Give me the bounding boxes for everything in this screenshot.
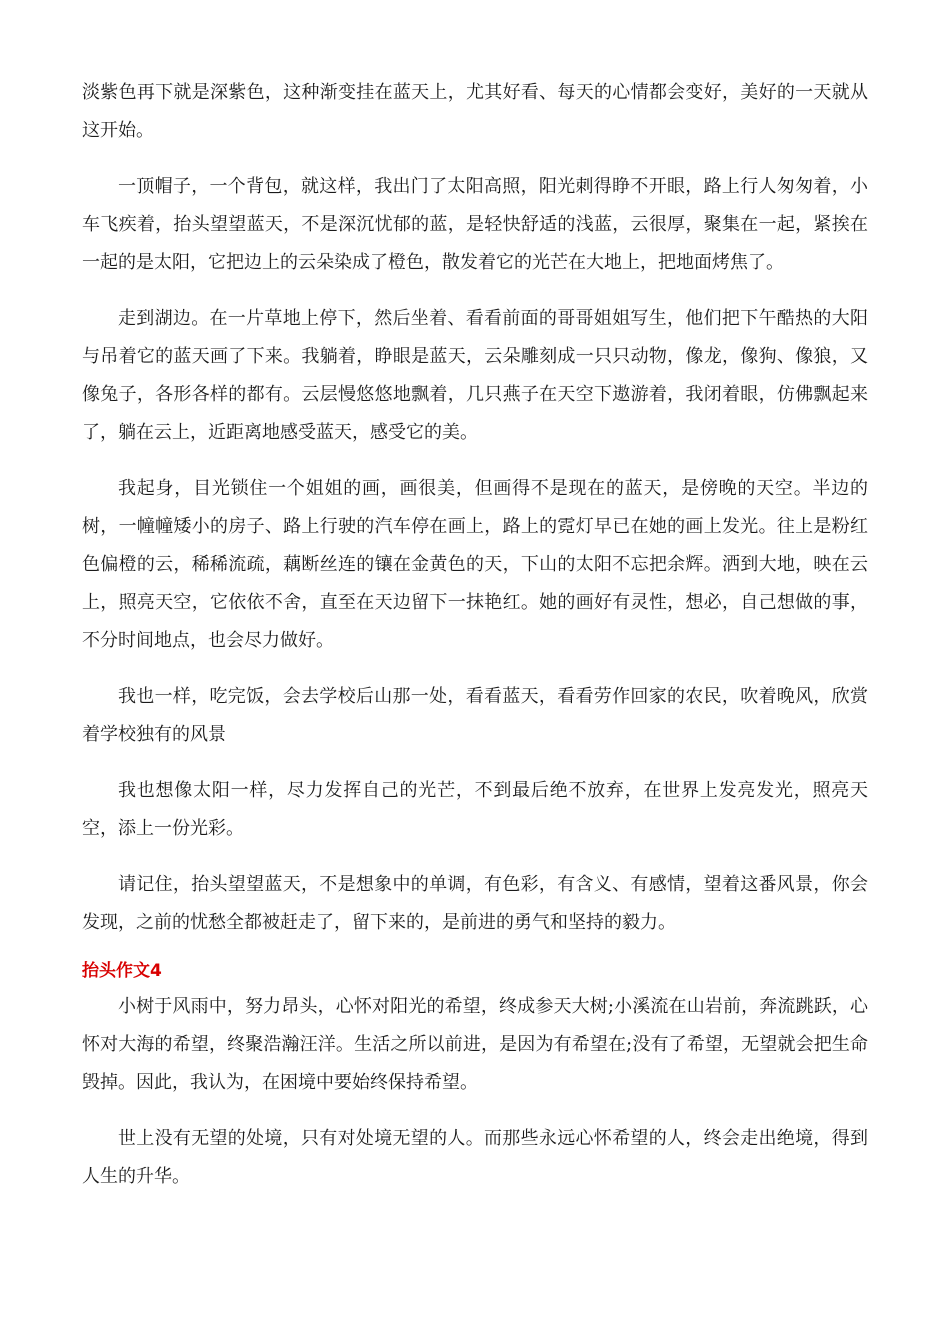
paragraph: 我起身，目光锁住一个姐姐的画，画很美，但画得不是现在的蓝天，是傍晚的天空。半边的树，一幢幢矮小的房子、路上行驶的汽车停在画上，路上的霓灯早已在她的画上发光。往上是粉红色偏橙的云，稀稀流疏，藕断丝连的镶在金黄色的天，下山的太阳不忘把余辉。洒到大地，映在云上，照亮天空，它依依不舍，直至在天边留下一抹艳红。她的画好有灵性，想必，自己想做的事，不分时间地点，也会尽力做好。: [82, 478, 868, 651]
paragraph: 淡紫色再下就是深紫色，这种渐变挂在蓝天上，尤其好看、每天的心情都会变好，美好的一天就从这开始。: [82, 82, 868, 141]
paragraph: 我也想像太阳一样，尽力发挥自己的光芒，不到最后绝不放弃，在世界上发亮发光，照亮天空，添上一份光彩。: [82, 780, 868, 839]
paragraph: 请记住，抬头望望蓝天，不是想象中的单调，有色彩，有含义、有感情，望着这番风景，你会发现，之前的忧愁全都被赶走了，留下来的，是前进的勇气和坚持的毅力。: [82, 874, 868, 933]
document-page: [82, 74, 868, 1196]
paragraph: 一顶帽子，一个背包，就这样，我出门了太阳高照，阳光刺得睁不开眼，路上行人匆匆着，小车飞疾着，抬头望望蓝天，不是深沉忧郁的蓝，是轻快舒适的浅蓝，云很厚，聚集在一起，紧挨在一起的是太阳，它把边上的云朵染成了橙色，散发着它的光芒在大地上，把地面烤焦了。: [82, 176, 868, 273]
paragraph: 世上没有无望的处境，只有对处境无望的人。而那些永远心怀希望的人，终会走出绝境，得到人生的升华。: [82, 1128, 868, 1187]
paragraph: 我也一样，吃完饭，会去学校后山那一处，看看蓝天，看看劳作回家的农民，吹着晚风，欣赏着学校独有的风景: [82, 686, 868, 745]
paragraph: 小树于风雨中，努力昂头，心怀对阳光的希望，终成参天大树;小溪流在山岩前，奔流跳跃，心怀对大海的希望，终聚浩瀚汪洋。生活之所以前进，是因为有希望在;没有了希望，无望就会把生命毁掉。因此，我认为，在困境中要始终保持希望。: [82, 996, 868, 1093]
paragraph: 走到湖边。在一片草地上停下，然后坐着、看看前面的哥哥姐姐写生，他们把下午酷热的大阳与吊着它的蓝天画了下来。我躺着，睁眼是蓝天，云朵雕刻成一只只动物，像龙，像狗、像狼，又像兔子，各形各样的都有。云层慢悠悠地飘着，几只燕子在天空下遨游着，我闭着眼，仿佛飘起来了，躺在云上，近距离地感受蓝天，感受它的美。: [82, 308, 868, 443]
section-heading: 抬头作文4: [82, 961, 162, 981]
